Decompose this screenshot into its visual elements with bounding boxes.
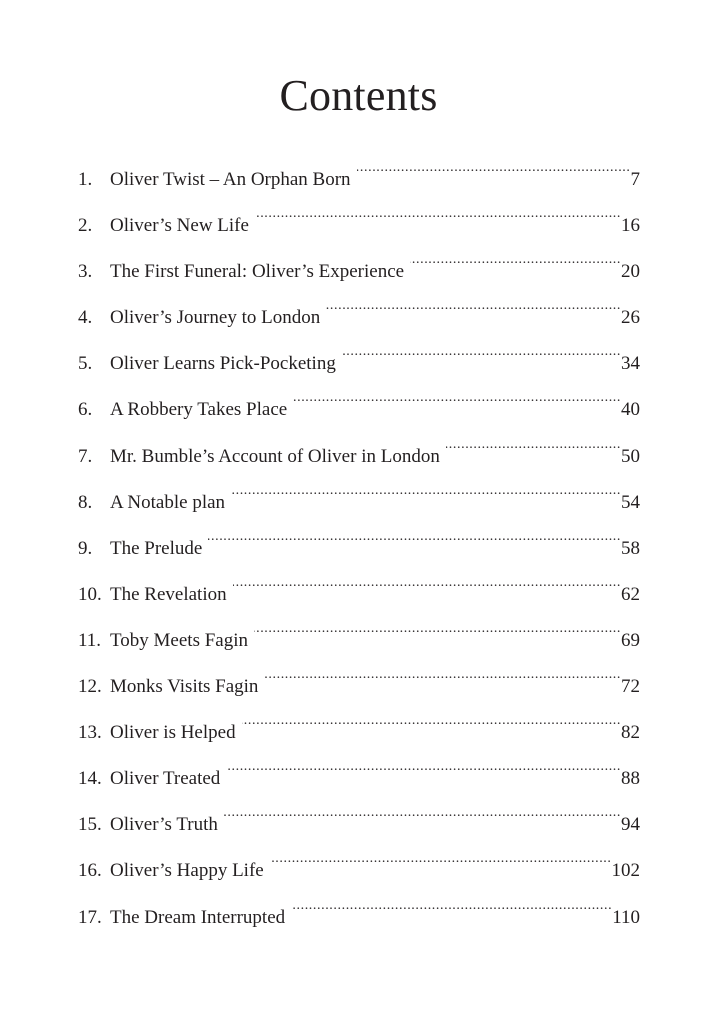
toc-entry[interactable] <box>78 381 640 427</box>
toc-entry[interactable] <box>78 889 640 935</box>
chapter-title: Oliver Twist – An Orphan Born <box>110 169 351 190</box>
page-number: 34 <box>621 353 640 375</box>
chapter-number: 15. <box>78 814 102 836</box>
toc-entry[interactable] <box>78 704 640 750</box>
page-number: 58 <box>621 537 640 559</box>
dot-leader <box>291 889 612 923</box>
toc-entry[interactable] <box>78 658 640 704</box>
chapter-title: A Robbery Takes Place <box>110 399 288 421</box>
page-number: 62 <box>621 583 640 605</box>
chapter-title: Oliver Learns Pick-Pocketing <box>110 353 336 375</box>
page-number: 82 <box>621 722 640 744</box>
chapter-title: Oliver Treated <box>110 768 221 790</box>
chapter-title: Oliver’s Journey to London <box>110 307 321 329</box>
dot-leader <box>254 612 621 646</box>
chapter-number: 10. <box>78 583 102 605</box>
toc-entry[interactable] <box>78 750 640 796</box>
toc-entry[interactable] <box>78 566 640 612</box>
chapter-number: 12. <box>78 676 102 698</box>
dot-leader <box>293 381 621 415</box>
toc-entry[interactable] <box>78 520 640 566</box>
chapter-number: 11. <box>78 629 102 651</box>
toc-entry[interactable] <box>78 289 640 335</box>
chapter-title: Oliver’s New Life <box>110 215 249 237</box>
chapter-title: Toby Meets Fagin <box>110 629 248 651</box>
toc-entry[interactable] <box>78 428 640 474</box>
dot-leader <box>326 289 621 323</box>
chapter-title: The Prelude <box>110 537 203 559</box>
page-number: 40 <box>621 399 640 421</box>
dot-leader <box>264 658 621 692</box>
dot-leader <box>410 243 621 277</box>
chapter-title: The Dream Interrupted <box>110 906 286 928</box>
table-of-contents <box>78 151 640 935</box>
dot-leader <box>242 704 621 738</box>
dot-leader <box>446 428 621 462</box>
chapter-number: 3. <box>78 261 93 283</box>
chapter-title: Monks Visits Fagin <box>110 676 259 698</box>
page-number: 69 <box>621 629 640 651</box>
chapter-number: 17. <box>78 906 102 928</box>
chapter-title: A Notable plan <box>110 491 226 513</box>
chapter-title: The Revelation <box>110 583 227 605</box>
chapter-number: 7. <box>78 445 93 467</box>
chapter-number: 2. <box>78 215 93 237</box>
chapter-title: Oliver’s Happy Life <box>110 860 264 882</box>
toc-entry[interactable] <box>78 197 640 243</box>
toc-entry[interactable] <box>78 612 640 658</box>
page-title: Contents <box>279 71 438 120</box>
chapter-number: 6. <box>78 399 93 421</box>
toc-entry[interactable] <box>78 335 640 381</box>
page-number: 110 <box>612 906 640 928</box>
dot-leader <box>208 520 621 554</box>
chapter-title: Oliver’s Truth <box>110 814 218 836</box>
chapter-number: 8. <box>78 491 93 513</box>
page-number: 102 <box>611 860 640 882</box>
dot-leader <box>255 197 621 231</box>
dot-leader <box>224 796 621 830</box>
chapter-number: 1. <box>78 169 93 190</box>
toc-entry[interactable] <box>78 842 640 888</box>
page-number: 72 <box>621 676 640 698</box>
page-number: 88 <box>621 768 640 790</box>
chapter-number: 16. <box>78 860 102 882</box>
page-number: 26 <box>621 307 640 329</box>
page-number: 7 <box>630 169 640 190</box>
dot-leader <box>342 335 621 369</box>
page-number: 54 <box>621 491 640 513</box>
toc-entry[interactable] <box>78 796 640 842</box>
page-number: 94 <box>621 814 640 836</box>
dot-leader <box>357 151 631 185</box>
page-number: 20 <box>621 261 640 283</box>
dot-leader <box>226 750 621 784</box>
dot-leader <box>231 474 621 508</box>
chapter-number: 9. <box>78 537 93 559</box>
chapter-number: 14. <box>78 768 102 790</box>
dot-leader <box>233 566 621 600</box>
toc-entry[interactable] <box>78 151 640 197</box>
chapter-title: The First Funeral: Oliver’s Experience <box>110 261 405 283</box>
chapter-title: Mr. Bumble’s Account of Oliver in London <box>110 445 440 467</box>
chapter-title: Oliver is Helped <box>110 722 236 744</box>
page-number: 50 <box>621 445 640 467</box>
chapter-number: 4. <box>78 307 93 329</box>
toc-entry[interactable] <box>78 243 640 289</box>
page-number: 16 <box>621 215 640 237</box>
dot-leader <box>270 842 612 876</box>
toc-entry[interactable] <box>78 474 640 520</box>
chapter-number: 13. <box>78 722 102 744</box>
chapter-number: 5. <box>78 353 93 375</box>
